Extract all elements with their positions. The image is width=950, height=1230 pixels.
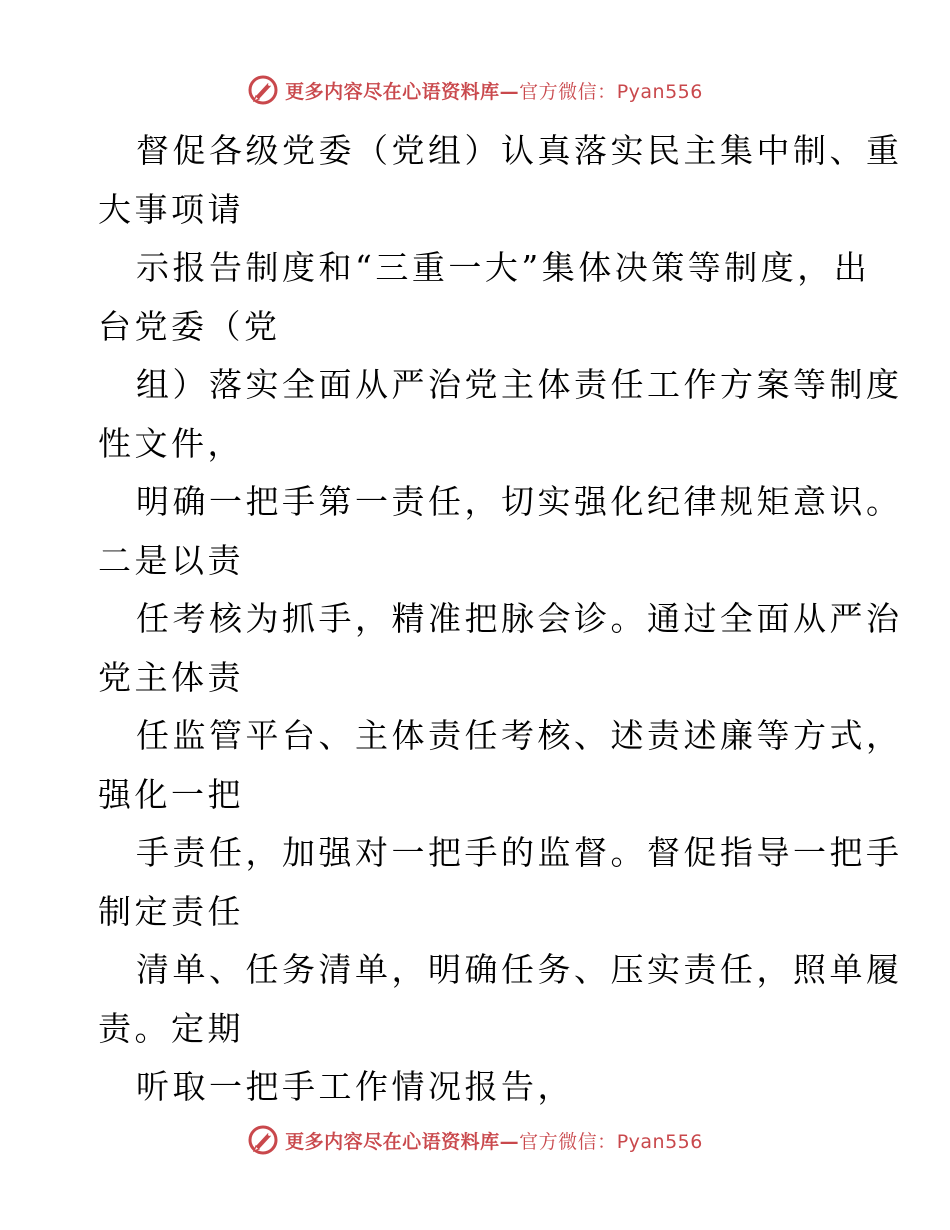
text-line: 党主体责 (98, 657, 244, 697)
text-line: 制定责任 (98, 891, 244, 931)
text-line: 手责任，加强对一把手的监督。督促指导一把手 (136, 833, 903, 872)
watermark-wechat-label: 官方微信： (519, 1130, 617, 1153)
text-line: 听取一把手工作情况报告， (136, 1067, 574, 1106)
pen-seal-icon (247, 74, 279, 106)
pen-seal-icon (247, 1124, 279, 1156)
body-text (98, 122, 903, 1117)
watermark-banner (247, 74, 703, 106)
text-line: 强化一把 (98, 774, 244, 814)
text-line: 大事项请 (98, 189, 244, 229)
header-watermark (0, 70, 950, 110)
watermark-banner (247, 1124, 703, 1156)
watermark-handle: Pyan556 (616, 1130, 703, 1153)
text-line: 任考核为抓手，精准把脉会诊。通过全面从严治 (136, 599, 903, 638)
watermark-handle: Pyan556 (616, 80, 703, 103)
text-line: 明确一把手第一责任，切实强化纪律规矩意识。 (136, 482, 903, 521)
watermark-text (285, 1127, 703, 1154)
text-line: 示报告制度和“三重一大”集体决策等制度，出 (136, 248, 871, 287)
watermark-wechat-label: 官方微信： (519, 80, 617, 103)
watermark-separator: — (499, 80, 520, 103)
text-line: 责。定期 (98, 1008, 244, 1048)
watermark-separator: — (499, 1130, 520, 1153)
watermark-site-text: 更多内容尽在心语资料库 (285, 80, 500, 103)
text-line: 清单、任务清单，明确任务、压实责任，照单履 (136, 950, 903, 989)
text-line: 性文件， (98, 423, 244, 463)
watermark-text (285, 77, 703, 104)
text-line: 二是以责 (98, 540, 244, 580)
footer-watermark (0, 1120, 950, 1160)
text-line: 台党委（党 (98, 306, 281, 346)
text-line: 督促各级党委（党组）认真落实民主集中制、重 (136, 131, 903, 170)
text-line: 任监管平台、主体责任考核、述责述廉等方式， (136, 716, 903, 755)
watermark-site-text: 更多内容尽在心语资料库 (285, 1130, 500, 1153)
text-line: 组）落实全面从严治党主体责任工作方案等制度 (136, 365, 903, 404)
